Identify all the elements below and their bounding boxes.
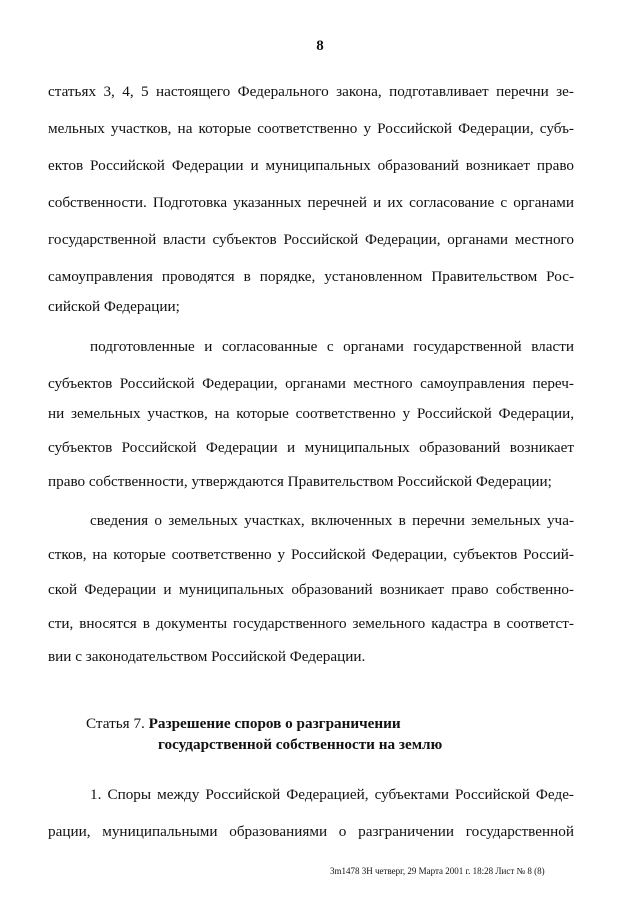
text-line: 1. Споры между Российской Федерацией, субъектами Российской Феде- bbox=[90, 786, 574, 803]
text-line: подготовленные и согласованные с органами государственной власти bbox=[90, 338, 574, 355]
text-line: собственности. Подготовка указанных перечней и их согласование с органами bbox=[48, 194, 574, 211]
text-line: сведения о земельных участках, включенных в перечни земельных уча- bbox=[90, 512, 574, 529]
text-line: государственной власти субъектов Российской Федерации, органами местного bbox=[48, 231, 574, 248]
text-line: вии с законодательством Российской Федерации. bbox=[48, 648, 366, 665]
article-title-line2: государственной собственности на землю bbox=[158, 736, 443, 753]
text-line: статьях 3, 4, 5 настоящего Федерального закона, подготавливает перечни зе- bbox=[48, 83, 574, 100]
text-line: сийской Федерации; bbox=[48, 298, 180, 315]
article-heading bbox=[86, 714, 401, 734]
text-line: право собственности, утверждаются Правительством Российской Федерации; bbox=[48, 473, 552, 490]
text-line: стков, на которые соответственно у Российской Федерации, субъектов Россий- bbox=[48, 546, 574, 563]
print-footer: 3m1478 3H четверг, 29 Марта 2001 г. 18:28 Лист № 8 (8) bbox=[330, 866, 545, 876]
text-line: сти, вносятся в документы государственного земельного кадастра в соответст- bbox=[48, 615, 574, 632]
page-number: 8 bbox=[316, 38, 324, 54]
text-line: ектов Российской Федерации и муниципальных образований возникает право bbox=[48, 157, 574, 174]
text-line: самоуправления проводятся в порядке, установленном Правительством Рос- bbox=[48, 268, 574, 285]
text-line: ни земельных участков, на которые соответственно у Российской Федерации, bbox=[48, 405, 574, 422]
text-line: субъектов Российской Федерации и муниципальных образований возникает bbox=[48, 439, 574, 456]
article-title-line1: Разрешение споров о разграничении bbox=[148, 715, 401, 732]
text-line: субъектов Российской Федерации, органами местного самоуправления переч- bbox=[48, 375, 574, 392]
text-line: мельных участков, на которые соответственно у Российской Федерации, субъ- bbox=[48, 120, 574, 137]
text-line: рации, муниципальными образованиями о разграничении государственной bbox=[48, 823, 574, 840]
text-line: ской Федерации и муниципальных образований возникает право собственно- bbox=[48, 581, 574, 598]
article-number: Статья 7. bbox=[86, 715, 145, 732]
